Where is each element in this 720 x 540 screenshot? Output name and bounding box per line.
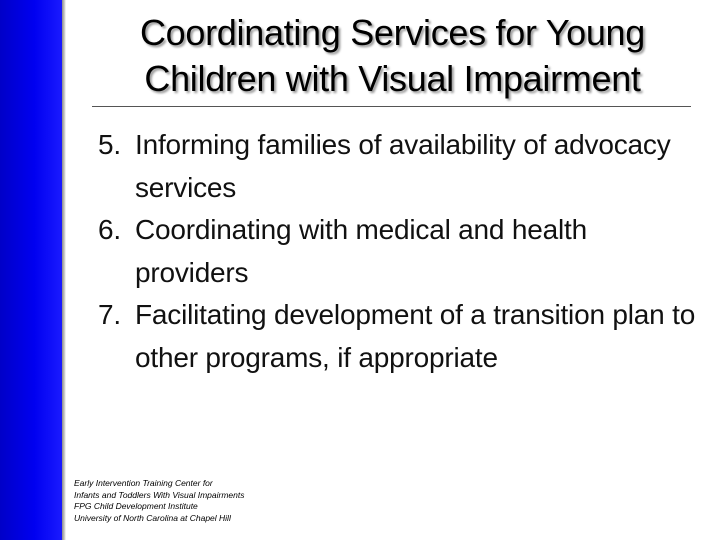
- list-item-number: 6.: [98, 214, 121, 245]
- footer-credits: [74, 478, 244, 524]
- left-accent-bar: [0, 0, 62, 540]
- list-item-number: 5.: [98, 129, 121, 160]
- list-item: [98, 124, 698, 209]
- list-item-text: Facilitating development of a transition plan to other programs, if appropriate: [135, 299, 696, 373]
- footer-line: FPG Child Development Institute: [74, 501, 198, 511]
- title-divider: [92, 106, 691, 107]
- footer-line: Infants and Toddlers With Visual Impairments: [74, 489, 245, 500]
- list-item: [98, 209, 698, 294]
- list-item-number: 7.: [98, 299, 121, 330]
- list-item-text: Coordinating with medical and health providers: [135, 214, 587, 288]
- footer-line: Early Intervention Training Center for: [74, 478, 213, 488]
- footer-line: University of North Carolina at Chapel Hill: [74, 512, 231, 523]
- list-item-text: Informing families of availability of advocacy services: [135, 129, 671, 203]
- list-item: [98, 294, 698, 379]
- numbered-list: [98, 124, 698, 379]
- left-bar-shadow: [62, 0, 66, 540]
- slide-title: Coordinating Services for Young Children with Visual Impairment: [139, 12, 646, 99]
